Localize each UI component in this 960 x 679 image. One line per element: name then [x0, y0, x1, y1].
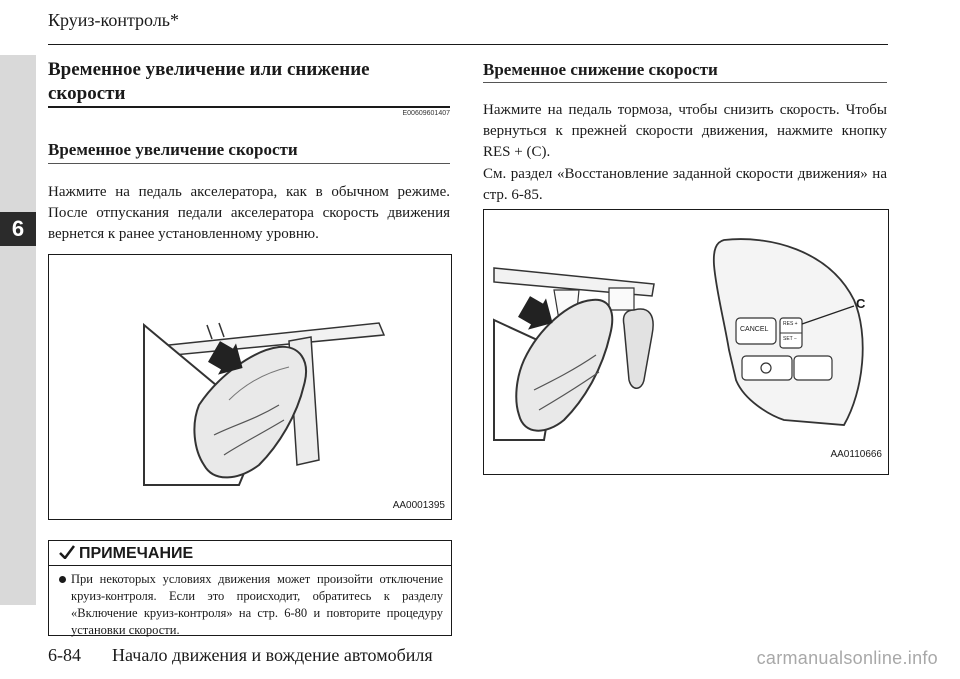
paragraph-reference: См. раздел «Восстановление заданной скорости движения» на стр. 6-85. — [483, 166, 887, 203]
note-bullet-icon — [59, 576, 66, 583]
note-box — [48, 540, 452, 636]
set-button-label: SET − — [783, 336, 797, 342]
accelerator-pedal-illustration — [49, 255, 451, 519]
page-header-title: Круиз-контроль* — [48, 10, 180, 30]
res-button-label: RES + — [783, 321, 798, 327]
note-text: При некоторых условиях движения может произойти отключение круиз-контроля. Если это происходит, обратитесь к разделу «Включение круиз-контроля» на стр. 6-80 и повторите процедуру установки скорости. — [71, 572, 443, 637]
figure-accelerator-pedal — [48, 254, 452, 520]
main-section-heading: Временное увеличение или снижение скорости — [48, 59, 370, 104]
figure-brake-pedal — [483, 209, 889, 475]
note-header — [59, 545, 193, 563]
cancel-button-label: CANCEL — [740, 326, 769, 333]
paragraph-decrease: Нажмите на педаль тормоза, чтобы снизить скорость. Чтобы вернуться к прежней скорости движения, нажмите кнопку RES + (C). — [483, 102, 887, 160]
watermark-text: carmanualsonline.info — [756, 648, 938, 668]
chapter-number: 6 — [0, 212, 36, 246]
figure-code-left: AA0001395 — [392, 500, 445, 511]
chapter-title: Начало движения и вождение автомобиля — [112, 645, 433, 665]
header-divider — [48, 44, 888, 45]
subsection-heading-decrease: Временное снижение скорости — [483, 60, 718, 79]
note-header-divider — [49, 565, 451, 566]
callout-c-label: C — [856, 296, 866, 311]
subsection-rule-right — [483, 82, 887, 83]
chapter-side-tab — [0, 55, 36, 605]
paragraph-increase: Нажмите на педаль акселератора, как в обычном режиме. После отпускания педали акселератора скорость движения вернется к ранее установленному уровню. — [48, 184, 450, 242]
section-code: E00609601407 — [402, 110, 450, 117]
subsection-rule-left — [48, 163, 450, 164]
brake-pedal-illustration — [484, 210, 888, 474]
main-heading-rule — [48, 106, 450, 108]
figure-code-right: AA0110666 — [830, 449, 882, 460]
note-header-label: ПРИМЕЧАНИЕ — [79, 545, 194, 562]
page-number: 6-84 — [48, 645, 81, 665]
subsection-heading-increase: Временное увеличение скорости — [48, 140, 298, 159]
checkmark-icon — [59, 545, 75, 559]
